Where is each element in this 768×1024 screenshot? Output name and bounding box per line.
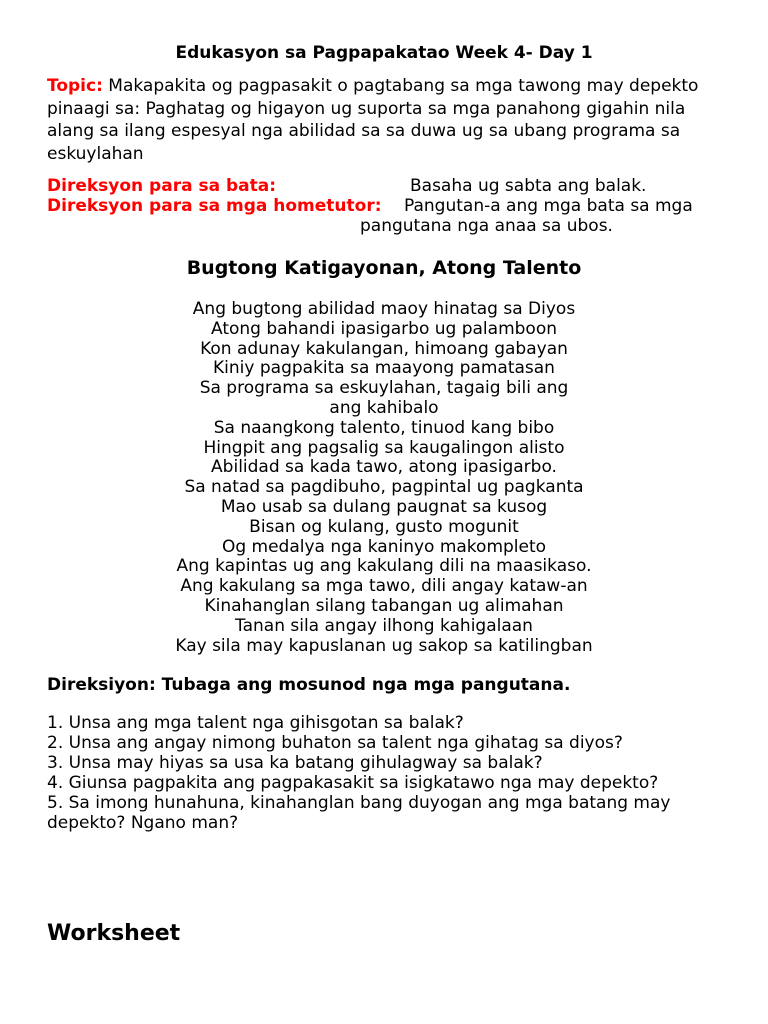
poem-line: ang kahibalo bbox=[329, 397, 439, 418]
poem-line: Ang kakulang sa mga tawo, dili angay kataw-an bbox=[180, 576, 588, 597]
poem-line: Kiniy pagpakita sa maayong pamatasan bbox=[213, 358, 555, 379]
questions-list bbox=[47, 713, 737, 833]
poem-line: Bisan og kulang, gusto mogunit bbox=[249, 516, 519, 537]
child-direction-text: Basaha ug sabta ang balak. bbox=[410, 176, 647, 196]
topic-label: Topic: bbox=[47, 76, 103, 96]
question-item: 3. Unsa may hiyas sa usa ka batang gihulagway sa balak? bbox=[47, 753, 543, 773]
poem-line: Abilidad sa kada tawo, atong ipasigarbo. bbox=[211, 457, 557, 478]
tutor-direction-text-line1: Pangutan-a ang mga bata sa mga bbox=[404, 196, 693, 216]
document-title: Edukasyon sa Pagpapakatao Week 4- Day 1 bbox=[175, 43, 593, 63]
poem-line: Kon adunay kakulangan, himoang gabayan bbox=[200, 338, 568, 359]
topic-paragraph bbox=[47, 75, 737, 166]
poem-title: Bugtong Katigayonan, Atong Talento bbox=[186, 257, 582, 279]
worksheet-heading: Worksheet bbox=[47, 921, 181, 946]
poem-line: Sa programa sa eskuylahan, tagaig bili ang bbox=[199, 378, 569, 399]
poem-line: Atong bahandi ipasigarbo ug palamboon bbox=[210, 318, 557, 339]
poem-line: Sa natad sa pagdibuho, pagpintal ug pagkanta bbox=[184, 477, 584, 498]
topic-text: Makapakita og pagpasakit o pagtabang sa mga tawong may depekto pinaagi sa: Paghatag og higayon ug suporta sa mga panahong gigahin nila alang sa ilang espesyal nga abilidad sa sa duwa ug sa ubang programa sa eskuylahan bbox=[47, 76, 699, 165]
questions-heading: Direksiyon: Tubaga ang mosunod nga mga pangutana. bbox=[47, 675, 571, 695]
child-direction-label: Direksyon para sa bata: bbox=[47, 176, 277, 196]
question-item: 4. Giunsa pagpakita ang pagpakasakit sa isigkatawo nga may depekto? bbox=[47, 773, 659, 793]
poem-line: Mao usab sa dulang paugnat sa kusog bbox=[220, 496, 548, 517]
poem-line: Kay sila may kapuslanan ug sakop sa katilingban bbox=[175, 635, 593, 656]
question-item: 1. Unsa ang mga talent nga gihisgotan sa balak? bbox=[47, 713, 464, 733]
poem-line: Tanan sila angay ilhong kahigalaan bbox=[235, 615, 533, 636]
poem-line: Sa naangkong talento, tinuod kang bibo bbox=[213, 417, 555, 438]
poem-line: Og medalya nga kaninyo makompleto bbox=[221, 536, 547, 557]
poem-line: Ang bugtong abilidad maoy hinatag sa Diyos bbox=[192, 299, 576, 319]
question-item: 2. Unsa ang angay nimong buhaton sa talent nga gihatag sa diyos? bbox=[47, 733, 623, 753]
poem-body bbox=[0, 300, 768, 656]
poem-line: Hingpit ang pagsalig sa kaugalingon alisto bbox=[203, 437, 565, 458]
question-item: 5. Sa imong hunahuna, kinahanglan bang duyogan ang mga batang may depekto? Ngano man? bbox=[47, 793, 671, 833]
poem-line: Kinahanglan silang tabangan ug alimahan bbox=[204, 595, 564, 616]
tutor-direction-label: Direksyon para sa mga hometutor: bbox=[47, 196, 382, 216]
tutor-direction-text-line2: pangutana nga anaa sa ubos. bbox=[360, 216, 613, 236]
poem-line: Ang kapintas ug ang kakulang dili na maasikaso. bbox=[176, 556, 592, 577]
